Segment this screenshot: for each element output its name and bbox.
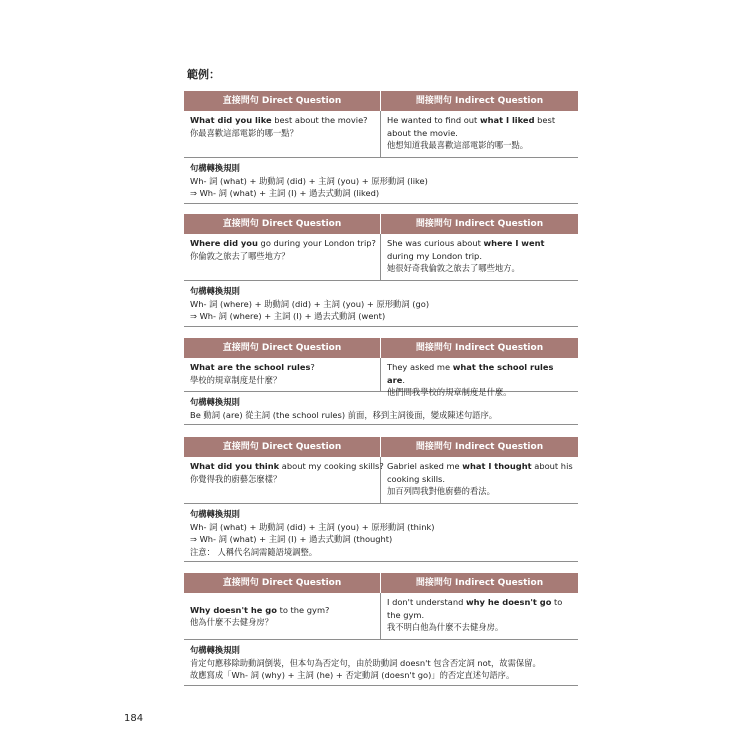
direct-question-bold: What did you like — [190, 115, 272, 125]
direct-question-cell — [184, 234, 381, 280]
rule-title: 句構轉換規則 — [190, 645, 240, 655]
indirect-question-zh: 她很好奇我倫敦之旅去了哪些地方。 — [387, 263, 520, 273]
rule-line: ⇒ Wh- 詞 (where) + 主詞 (I) + 過去式動詞 (went) — [190, 311, 386, 321]
rule-line: Wh- 詞 (where) + 助動詞 (did) + 主詞 (you) + 原形動詞 (go) — [190, 298, 430, 309]
rule-line: Be 動詞 (are) 從主詞 (the school rules) 前面，移到主詞後面，變成陳述句語序。 — [190, 409, 498, 420]
direct-question-zh: 你倫敦之旅去了哪些地方？ — [190, 250, 290, 261]
indirect-question-bold: what I liked — [479, 115, 535, 125]
indirect-question-pre: She was curious about — [387, 238, 484, 248]
indirect-question-zh: 加百列問我對他廚藝的看法。 — [387, 486, 495, 496]
indirect-question-header: 間接問句 Indirect Question — [381, 338, 578, 358]
page-heading: 範例： — [187, 68, 220, 81]
indirect-question-bold: why he doesn't go — [465, 597, 552, 607]
table-header — [184, 573, 578, 593]
direct-question-header: 直接問句 Direct Question — [184, 437, 381, 457]
example-row — [184, 358, 578, 397]
direct-question-bold: What did you think — [190, 461, 280, 471]
direct-question-header: 直接問句 Direct Question — [184, 573, 381, 593]
rule-note: 注意： 人稱代名詞需隨語境調整。 — [190, 546, 318, 557]
indirect-question-header: 間接問句 Indirect Question — [381, 573, 578, 593]
direct-question-rest: go during your London trip? — [257, 238, 376, 248]
rule-line: ⇒ Wh- 詞 (what) + 主詞 (I) + 過去式動詞 (thought) — [190, 534, 393, 544]
indirect-question-rest: about his cooking skills. — [387, 461, 573, 484]
table-header — [184, 214, 578, 234]
indirect-question-header: 間接問句 Indirect Question — [381, 91, 578, 111]
indirect-question-pre: They asked me — [387, 362, 453, 372]
direct-question-bold: What are the school rules — [190, 362, 311, 372]
direct-question-cell — [184, 593, 381, 639]
rule-title: 句構轉換規則 — [190, 397, 240, 407]
rule-line: Wh- 詞 (what) + 助動詞 (did) + 主詞 (you) + 原形動詞 (think) — [190, 521, 435, 532]
example-block-3 — [184, 338, 578, 425]
conversion-rule — [184, 640, 578, 686]
indirect-question-bold: what the school rules are — [387, 362, 554, 385]
indirect-question-cell — [381, 457, 578, 503]
rule-line: ⇒ Wh- 詞 (what) + 主詞 (I) + 過去式動詞 (liked) — [190, 188, 380, 198]
example-row — [184, 457, 578, 504]
indirect-question-cell — [381, 358, 578, 397]
indirect-question-header: 間接問句 Indirect Question — [381, 437, 578, 457]
direct-question-zh: 你覺得我的廚藝怎麼樣？ — [190, 473, 282, 484]
indirect-question-zh: 我不明白他為什麼不去健身房。 — [387, 622, 504, 632]
indirect-question-rest: best about the movie. — [387, 115, 556, 138]
direct-question-header: 直接問句 Direct Question — [184, 214, 381, 234]
indirect-question-cell — [381, 593, 578, 639]
conversion-rule — [184, 504, 578, 562]
indirect-question-cell — [381, 234, 578, 280]
direct-question-header: 直接問句 Direct Question — [184, 338, 381, 358]
indirect-question-rest: to the gym. — [387, 597, 563, 620]
table-header — [184, 91, 578, 111]
rule-title: 句構轉換規則 — [190, 163, 240, 173]
example-row — [184, 593, 578, 640]
example-block-2 — [184, 214, 578, 327]
direct-question-zh: 學校的規章制度是什麼？ — [190, 374, 282, 385]
direct-question-bold: Where did you — [190, 238, 258, 248]
direct-question-zh: 你最喜歡這部電影的哪一點？ — [190, 127, 298, 138]
direct-question-cell — [184, 457, 384, 503]
direct-question-zh: 他為什麼不去健身房？ — [190, 617, 273, 627]
indirect-question-rest: during my London trip. — [387, 250, 482, 261]
indirect-question-bold: what I thought — [462, 461, 532, 471]
direct-question-rest: ? — [310, 362, 315, 372]
indirect-question-zh: 他們問我學校的規章制度是什麼。 — [387, 387, 512, 397]
conversion-rule — [184, 158, 578, 204]
indirect-question-pre: He wanted to find out — [387, 115, 480, 125]
indirect-question-pre: Gabriel asked me — [387, 461, 463, 471]
indirect-question-header: 間接問句 Indirect Question — [381, 214, 578, 234]
rule-line: 故應寫成「Wh- 詞 (why) + 主詞 (he) + 否定動詞 (doesn't go)」的否定直述句語序。 — [190, 670, 515, 680]
direct-question-bold: Why doesn't he go — [190, 604, 277, 615]
indirect-question-rest: . — [402, 374, 405, 385]
indirect-question-zh: 他想知道我最喜歡這部電影的哪一點。 — [387, 140, 529, 150]
indirect-question-bold: where I went — [483, 238, 545, 248]
indirect-question-pre: I don't understand — [387, 597, 466, 607]
direct-question-cell — [184, 111, 381, 157]
rule-title: 句構轉換規則 — [190, 286, 240, 296]
table-header — [184, 437, 578, 457]
rule-line: 肯定句應移除助動詞倒裝，但本句為否定句，由於助動詞 doesn't 包含否定詞 not，故需保留。 — [190, 657, 541, 668]
example-block-4 — [184, 437, 578, 562]
rule-title: 句構轉換規則 — [190, 509, 240, 519]
example-row — [184, 111, 578, 158]
rule-line: Wh- 詞 (what) + 助動詞 (did) + 主詞 (you) + 原形動詞 (like) — [190, 175, 428, 186]
example-block-5 — [184, 573, 578, 686]
conversion-rule — [184, 281, 578, 327]
direct-question-rest: to the gym? — [276, 604, 330, 615]
example-block-1 — [184, 91, 578, 204]
page-number: 184 — [124, 713, 144, 724]
indirect-question-cell — [381, 111, 578, 157]
direct-question-rest: best about the movie? — [271, 115, 368, 125]
direct-question-rest: about my cooking skills? — [279, 461, 384, 471]
direct-question-header: 直接問句 Direct Question — [184, 91, 381, 111]
table-header — [184, 338, 578, 358]
direct-question-cell — [184, 358, 381, 391]
example-row — [184, 234, 578, 281]
